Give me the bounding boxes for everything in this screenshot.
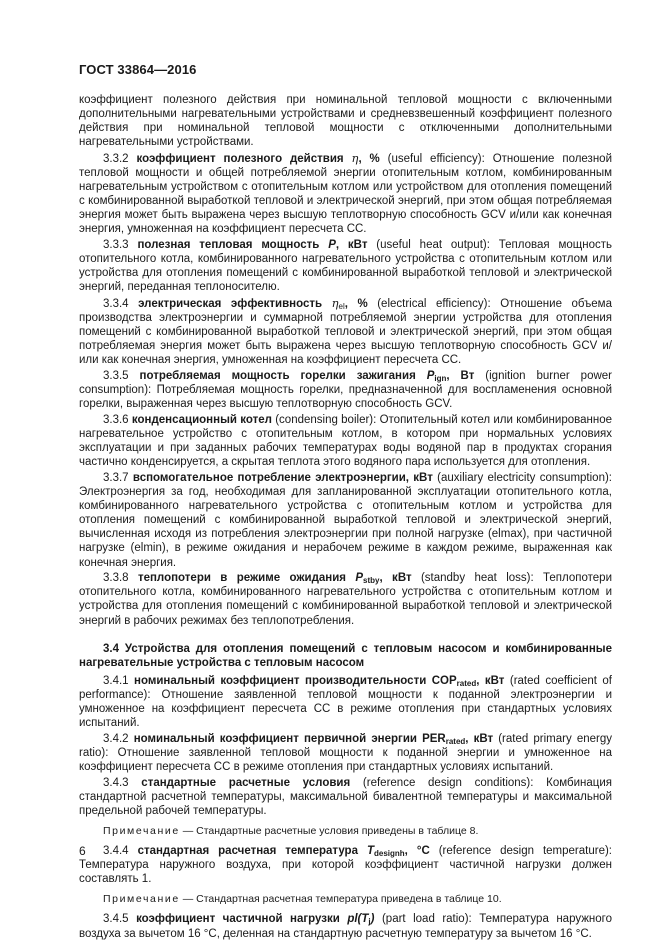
definition-text: (standby heat loss): Теплопотери отопительного котла, комбинированного нагревательного устройства с отопительным котлом и устройства для отопления помещений с комбинированной выработкой тепловой и электрической энергий в рабочих режимах без теплопотребления. [79, 572, 612, 627]
term: полезная тепловая мощность [137, 239, 320, 252]
note-text: — Стандартные расчетные условия приведены в таблице 8. [179, 824, 479, 837]
term: стандартная расчетная температура [137, 845, 358, 858]
symbol-subscript: el [338, 302, 345, 312]
definition-text: (auxiliary electricity consumption): Электроэнергия за год, необходимая для запланированной эксплуатации отопительного котла, комбинированного нагревательного устройства с отопительным котлом и устройства для отопления помещений с комбинированной выработкой тепловой и электрической энергий, вычисленная исходя из потребления электроэнергии при полной нагрузке (elmax), при частичной нагрузке (elmin), в режиме ожидания и нерабочем режиме в каждом режиме, выраженная как конечная энергия. [79, 472, 612, 569]
clause-number: 3.4.4 [103, 845, 129, 858]
note-text: — Стандартная расчетная температура приведена в таблице 10. [179, 893, 502, 906]
term: электрическая эффективность [138, 298, 323, 311]
symbol: η [331, 296, 339, 311]
definition-text: (useful efficiency): Отношение полезной тепловой мощности и общей потребляемой энергии отопительным котлом, комбинированным нагревательным устройством с отопительным котлом или устройством для отопления помещений с комбинированной выработкой тепловой и электрической энергий, при этом общая потребляемая энергия может быть выражена через высшую теплотворную способность GCV и/или как конечная энергия, умноженная на коэффициент пересчета CC. [79, 152, 613, 236]
clause-number: 3.3.7 [103, 472, 129, 484]
term: стандартные расчетные условия [141, 776, 351, 789]
clause-number: 3.3.3 [103, 239, 129, 252]
symbol-subscript: rated [456, 678, 477, 688]
definition-text: (rated primary energy ratio): Отношение заявленной тепловой мощности к поданной энергии и умноженное на коэффициент пересчета CC в режиме отопления при стандартных условиях испытаний. [79, 732, 612, 773]
definition-text: (part load ratio): Температура наружного воздуха за вычетом 16 °C, деленная на стандартную расчетную температуру за вычетом 16 °C. [79, 913, 612, 940]
page-number: 6 [79, 844, 86, 858]
unit: , кВт [476, 674, 505, 687]
definition-3-3-5 [79, 369, 612, 411]
unit: , °C [404, 845, 430, 858]
symbol: T [361, 913, 369, 926]
term: потребляемая мощность горелки зажигания [139, 370, 416, 383]
definition-text: (electrical efficiency): Отношение объема производства электроэнергии и суммарной потребляемой энергии устройства для отопления помещений с комбинированной выработкой тепловой и электрической энергий, при этом общая потребляемая энергия может быть выражена через высшую теплотворную способность GCV и/или как конечная энергия, умноженная на коэффициент пересчета CC. [79, 298, 612, 367]
clause-number: 3.3.8 [103, 572, 129, 585]
definition-3-4-2 [79, 732, 612, 774]
unit: , кВт [379, 572, 412, 585]
definition-3-4-5 [79, 912, 612, 940]
definition-3-4-1 [79, 674, 612, 730]
clause-number: 3.3.6 [103, 414, 129, 427]
clause-number: 3.4.2 [103, 732, 129, 745]
unit: , кВт [465, 732, 494, 745]
unit: , Вт [446, 370, 475, 383]
symbol-subscript: stby [363, 576, 380, 586]
symbol: P [355, 572, 364, 585]
unit: , % [358, 152, 380, 165]
term: номинальный коэффициент первичной энергии PER [133, 732, 446, 745]
term: теплопотери в режиме ожидания [137, 572, 346, 585]
document-body [79, 93, 612, 942]
term: коэффициент частичной нагрузки [136, 913, 340, 926]
note-label: Примечание [103, 824, 180, 837]
symbol: P [426, 370, 435, 383]
symbol-suffix: ) [370, 913, 375, 926]
symbol-subscript: ign [434, 374, 447, 384]
symbol: P [328, 239, 336, 252]
term: коэффициент полезного действия [136, 152, 344, 165]
definition-text: (reference design temperature): Температура наружного воздуха, при которой коэффициент частичной нагрузки должен составлять 1. [79, 845, 612, 886]
definition-text: (ignition burner power consumption): Потребляемая мощность горелки, предназначенной для воспламенения основной горелки, выраженная через высшую теплотворную способность GCV. [79, 370, 612, 411]
definition-3-4-4 [79, 844, 612, 886]
definition-3-3-2 [79, 151, 612, 237]
symbol-subscript: designh [374, 849, 405, 859]
symbol-subscript: j [368, 917, 371, 927]
definition-text: (condensing boiler): Отопительный котел или комбинированное нагревательное устройство с отопительным котлом, в котором при нормальных условиях эксплуатации и при заданных рабочих температурах воды водяной пар в продуктах сгорания частично конденсируется, а скрытая теплота этого водяного пара используется для отопления. [79, 414, 612, 469]
clause-number: 3.3.2 [103, 152, 129, 165]
term: вспомогательное потребление электроэнергии, кВт [132, 472, 433, 484]
definition-3-3-4 [79, 296, 612, 367]
clause-number: 3.3.4 [103, 298, 129, 311]
clause-number: 3.4.1 [103, 674, 129, 687]
definition-3-3-6 [79, 413, 612, 469]
term: номинальный коэффициент производительности COP [134, 674, 457, 687]
symbol-subscript: rated [445, 736, 466, 746]
definition-3-4-3 [79, 776, 612, 818]
definition-text: (rated coefficient of performance): Отношение заявленной тепловой мощности к поданной электроэнергии и умноженное на коэффициент пересчета CC в режиме отопления при стандартных условиях испытаний. [79, 674, 612, 730]
clause-number: 3.3.5 [103, 370, 129, 383]
symbol-prefix: pl( [347, 913, 362, 926]
unit: , кВт [335, 239, 368, 252]
definition-text: (useful heat output): Тепловая мощность отопительного котла, комбинированного нагревательного устройства с отопительным котлом или устройства для отопления помещений с комбинированной выработкой тепловой и электрической энергий, переданная теплоносителю. [79, 239, 612, 294]
definition-3-3-8 [79, 571, 612, 627]
definition-text: (reference design conditions): Комбинация стандартной расчетной температуры, максимальной бивалентной температуры и максимальной предельной рабочей температуры. [79, 776, 613, 817]
document-header: ГОСТ 33864—2016 [79, 62, 197, 77]
clause-number: 3.4.3 [103, 776, 129, 789]
symbol: η [351, 150, 359, 165]
unit: , % [344, 298, 368, 311]
symbol: T [366, 845, 374, 858]
paragraph-continuation: коэффициент полезного действия при номинальной тепловой мощности с включенными дополнительными нагревательными устройствами и средневзвешенный коэффициент полезного действия при номинальной тепловой мощности с отключенными дополнительными нагревательными устройствами. [79, 94, 612, 149]
definition-3-3-7 [79, 471, 612, 570]
note-2 [79, 892, 612, 906]
note-1 [79, 824, 612, 838]
section-heading-3-4: 3.4 Устройства для отопления помещений с тепловым насосом и комбинированные нагревательные устройства с тепловым насосом [79, 642, 612, 669]
definition-3-3-3 [79, 238, 612, 294]
clause-number: 3.4.5 [103, 913, 129, 926]
note-label: Примечание [103, 893, 180, 906]
term: конденсационный котел [131, 414, 272, 427]
